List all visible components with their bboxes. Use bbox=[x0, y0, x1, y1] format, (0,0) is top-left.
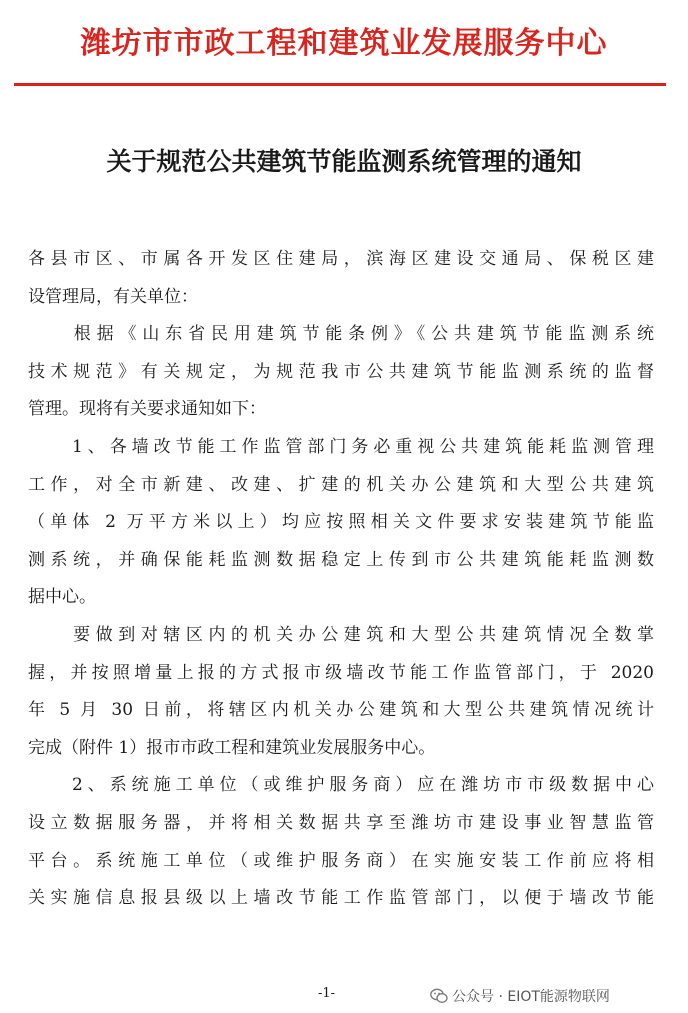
body-line: 工作，对全市新建、改建、扩建的机关办公建筑和大型公共建筑 bbox=[28, 474, 654, 495]
body-line: 平台。系统施工单位（或维护服务商）在实施安装工作前应将相 bbox=[28, 850, 654, 871]
body-line: 据中心。 bbox=[28, 587, 96, 608]
document-body bbox=[28, 241, 654, 918]
issuing-organization-header: 潍坊市市政工程和建筑业发展服务中心 bbox=[80, 26, 608, 61]
body-line: （单体 2 万平方米以上）均应按照相关文件要求安装建筑节能监 bbox=[28, 512, 654, 533]
body-line: 完成（附件 1）报市市政工程和建筑业发展服务中心。 bbox=[28, 737, 436, 758]
body-line: 根据《山东省民用建筑节能条例》《公共建筑节能监测系统 bbox=[28, 324, 654, 345]
page-number: -1- bbox=[318, 986, 336, 1001]
page-footer bbox=[0, 986, 688, 1008]
body-line: 管理。现将有关要求通知如下： bbox=[28, 399, 266, 420]
body-line: 关实施信息报县级以上墙改节能工作监管部门，以便于墙改节能 bbox=[28, 888, 654, 909]
watermark-text: 公众号 · EIOT能源物联网 bbox=[452, 989, 610, 1005]
body-line: 1、各墙改节能工作监管部门务必重视公共建筑能耗监测管理 bbox=[28, 436, 654, 457]
body-line: 各县市区、市属各开发区住建局，滨海区建设交通局、保税区建 bbox=[28, 249, 654, 269]
body-line: 年 5 月 30 日前，将辖区内机关办公建筑和大型公共建筑情况统计 bbox=[28, 700, 654, 721]
body-line: 2、系统施工单位（或维护服务商）应在潍坊市市级数据中心 bbox=[28, 775, 654, 796]
red-header-rule bbox=[14, 83, 666, 86]
account-watermark bbox=[430, 986, 610, 1006]
wechat-icon bbox=[430, 988, 448, 1004]
body-line: 设立数据服务器，并将相关数据共享至潍坊市建设事业智慧监管 bbox=[28, 812, 654, 833]
body-line: 测系统，并确保能耗监测数据稳定上传到市公共建筑能耗监测数 bbox=[28, 549, 654, 570]
body-line: 握，并按照增量上报的方式报市级墙改节能工作监管部门，于 2020 bbox=[28, 662, 654, 683]
body-line: 技术规范》有关规定，为规范我市公共建筑节能监测系统的监督 bbox=[28, 361, 654, 382]
body-line: 设管理局，有关单位： bbox=[28, 286, 198, 307]
body-line: 要做到对辖区内的机关办公建筑和大型公共建筑情况全数掌 bbox=[28, 624, 654, 645]
document-title: 关于规范公共建筑节能监测系统管理的通知 bbox=[106, 147, 582, 176]
